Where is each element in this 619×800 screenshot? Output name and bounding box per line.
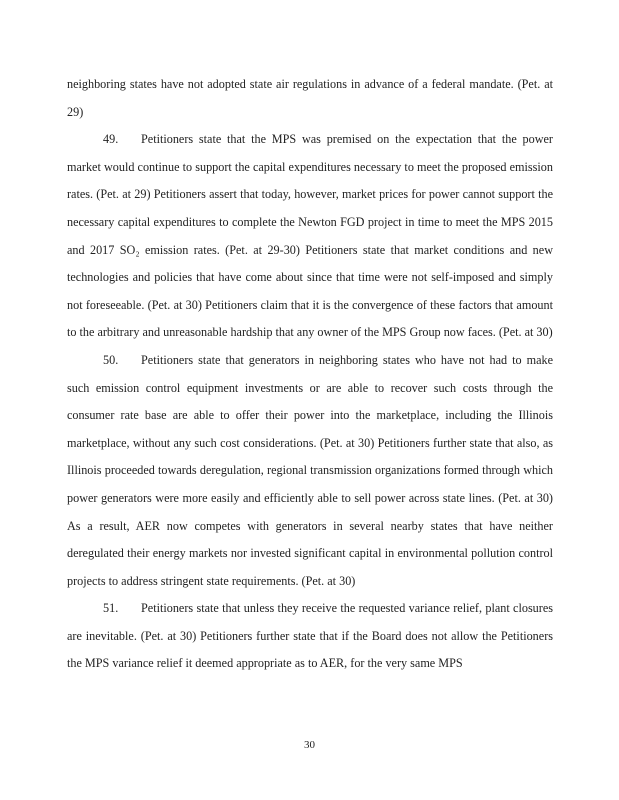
paragraph-number: 51. bbox=[103, 601, 119, 616]
paragraph-number: 49. bbox=[103, 132, 119, 147]
paragraph-51 bbox=[67, 595, 553, 678]
page-number: 30 bbox=[304, 739, 315, 751]
paragraph-number: 50. bbox=[103, 352, 119, 367]
paragraph-text: Petitioners state that unless they receive the requested variance relief, plant closures are inevitable. (Pet. at 30) Petitioners further state that if the Board does not allow the Petitioners the MPS variance relief it deemed appropriate as to AER, for the very same MPS bbox=[67, 601, 553, 671]
continuation-paragraph: neighboring states have not adopted state air regulations in advance of a federal mandate. (Pet. at 29) bbox=[67, 77, 553, 119]
paragraph-text: Petitioners state that the MPS was premised on the expectation that the power market would continue to support the capital expenditures necessary to meet the proposed emission rates. (Pet. at 29) Petitioners assert that today, however, market prices for power cannot support the necessary capital expenditures to complete the Newton FGD project in time to meet the MPS 2015 and 2017 SO₂ emission rates. (Pet. at 29-30) Petitioners state that market conditions and new technologies and policies that have come about since that time were not self-imposed and simply not foreseeable. (Pet. at 30) Petitioners claim that it is the convergence of these factors that amount to the arbitrary and unreasonable hardship that any owner of the MPS Group now faces. (Pet. at 30) bbox=[67, 132, 553, 340]
paragraph-49 bbox=[67, 126, 553, 347]
paragraph-text: Petitioners state that generators in neighboring states who have not had to make such emission control equipment investments or are able to recover such costs through the consumer rate base are able to offer their power into the marketplace, including the Illinois marketplace, without any such cost considerations. (Pet. at 30) Petitioners further state that also, as Illinois proceeded towards deregulation, regional transmission organizations formed through which power generators were more easily and efficiently able to sell power across state lines. (Pet. at 30) As a result, AER now competes with generators in several nearby states that have neither deregulated their energy markets nor invested significant capital in environmental pollution control projects to address stringent state requirements. (Pet. at 30) bbox=[67, 352, 553, 588]
document-body bbox=[67, 71, 553, 678]
paragraph-50 bbox=[67, 347, 553, 595]
